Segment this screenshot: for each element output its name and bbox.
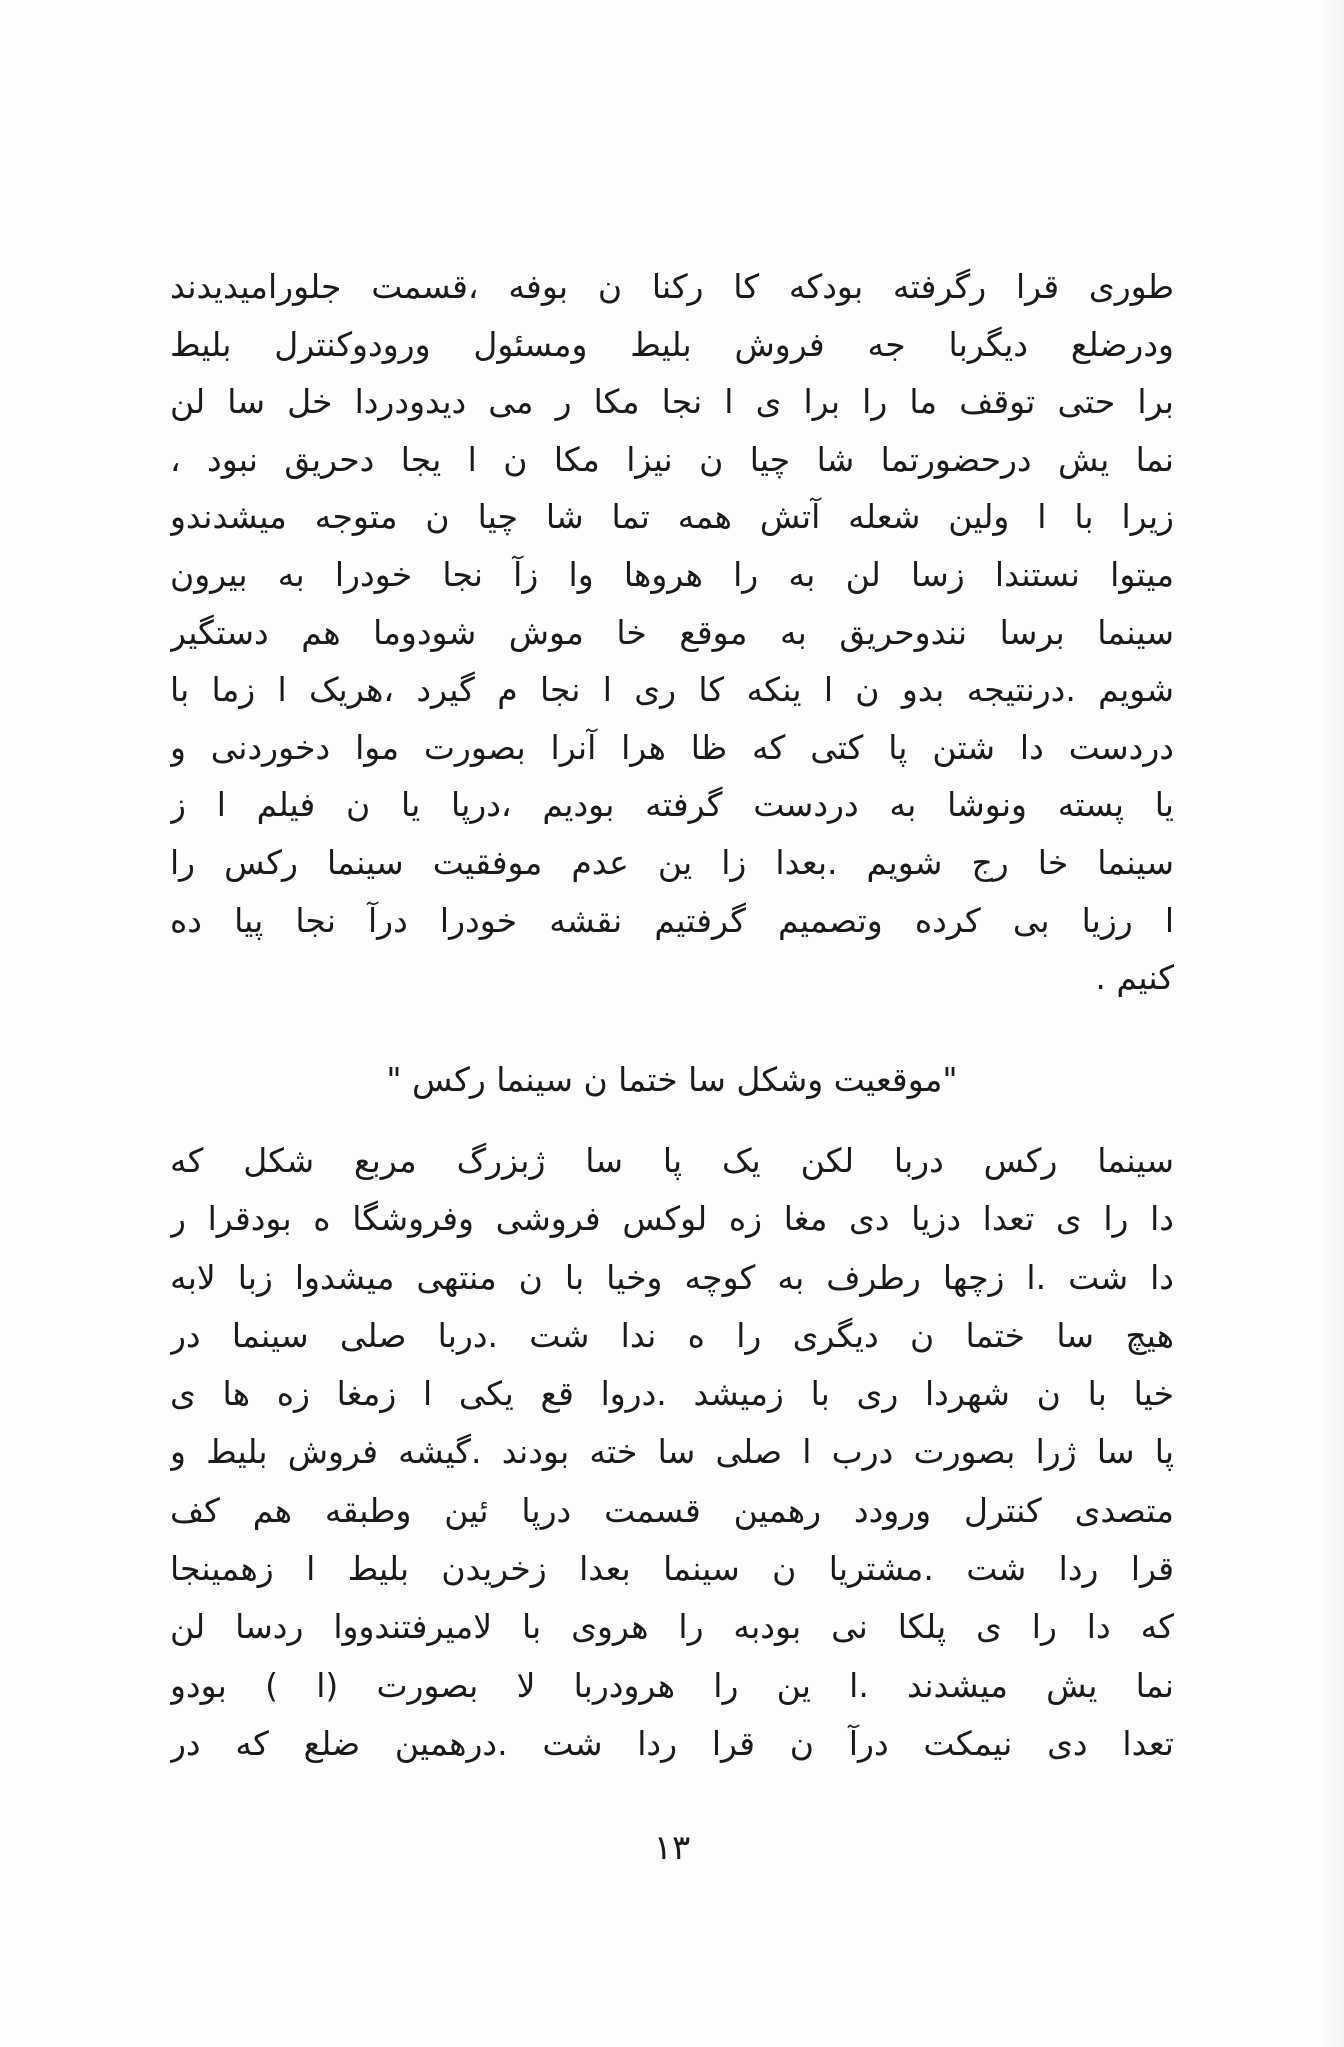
text-line: نما یش میشدند .ا ین را هرودربا لا بصورت (ا ) بودو [170, 1665, 1174, 1705]
text-line: کنیم . [1095, 958, 1174, 998]
text-line: ودرضلع دیگربا جه فروش بلیط ومسئول ورودوکنترل بلیط [170, 324, 1174, 364]
section-heading: "موقعیت وشکل سا ختما ن سینما رکس " [386, 1060, 958, 1099]
body-paragraph [170, 1132, 1174, 1773]
text-line: سینما خا رج شویم .بعدا زا ین عدم موفقیت سینما رکس را [170, 842, 1174, 882]
text-line: پا سا ژرا بصورت درب ا صلی سا خته بودند .گیشه فروش بلیط و [170, 1432, 1174, 1472]
text-line: نما یش درحضورتما شا چیا ن نیزا مکا ن ا یجا دحریق نبود ، [170, 439, 1174, 479]
text-line: دا شت .ا زچها رطرف به کوچه وخیا با ن منتهی میشدوا زبا لابه [170, 1257, 1174, 1297]
text-line: که دا را ی پلکا نی بودبه را هروی با لامیرفتندووا ردسا لن [170, 1607, 1174, 1647]
text-line: زیرا با ا ولین شعله آتش همه تما شا چیا ن متوجه میشدندو [170, 497, 1174, 537]
text-line: تعدا دی نیمکت درآ ن قرا ردا شت .درهمین ضلع که در [170, 1723, 1174, 1763]
text-line: متصدی کنترل ورودد رهمین قسمت درپا ئین وطبقه هم کف [170, 1490, 1174, 1530]
text-line: هیچ سا ختما ن دیگری را ه ندا شت .دربا صلی سینما در [170, 1315, 1174, 1355]
page-number: ۱۳ [653, 1828, 691, 1868]
text-line: ا رزیا بی کرده وتصمیم گرفتیم نقشه خودرا درآ نجا پیا ده [170, 900, 1174, 940]
text-line: برا حتی توقف ما را برا ی ا نجا مکا ر می دیدودردا خل سا لن [170, 382, 1174, 422]
text-line: سینما برسا نندوحریق به موقع خا موش شودوما هم دستگیر [170, 612, 1174, 652]
intro-paragraph [170, 258, 1174, 1007]
text-line: شویم .درنتیجه بدو ن ا ینکه کا ری ا نجا م گیرد ،هریک ا زما با [170, 670, 1174, 710]
text-line: دردست دا شتن پا کتی که ظا هرا آنرا بصورت موا دخوردنی و [170, 727, 1174, 767]
text-line: سینما رکس دربا لکن یک پا سا ژبزرگ مربع شکل که [170, 1141, 1174, 1180]
text-line: دا را ی تعدا دزیا دی مغا زه لوکس فروشی وفروشگا ه بودقرا ر [170, 1199, 1174, 1239]
text-line: میتوا نستندا زسا لن به را هروها وا زآ نجا خودرا به بیرون [170, 554, 1174, 594]
page-edge-shadow [1318, 0, 1344, 2047]
text-line: طوری قرا رگرفته بودکه کا رکنا ن بوفه ،قسمت جلوراميديدند [170, 267, 1174, 306]
text-line: یا پسته ونوشا به دردست گرفته بودیم ،درپا یا ن فیلم ا ز [170, 785, 1174, 825]
text-line: قرا ردا شت .مشتریا ن سینما بعدا زخریدن بلیط ا زهمینجا [170, 1549, 1174, 1589]
text-line: خیا با ن شهردا ری با زمیشد .دروا قع یکی ا زمغا زه ها ی [170, 1374, 1174, 1414]
